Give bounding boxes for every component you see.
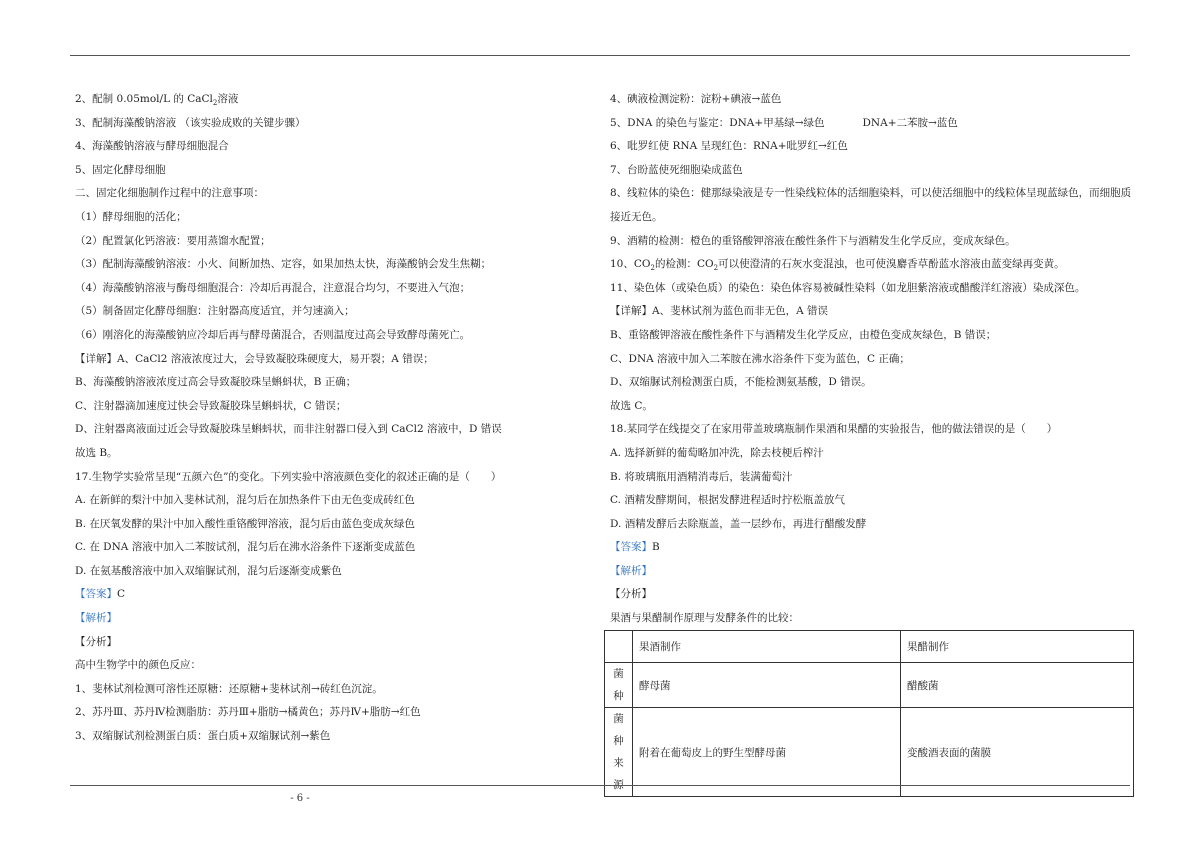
table-header: 果醋制作 bbox=[901, 631, 1134, 663]
dna-stain-a: 5、DNA 的染色与鉴定：DNA+甲基绿→绿色 bbox=[610, 116, 825, 129]
color-reaction-5 bbox=[610, 112, 1135, 136]
answer-value: B bbox=[652, 541, 660, 554]
conclusion-16: 故选 B。 bbox=[75, 446, 118, 459]
color-reaction-2: 2、苏丹Ⅲ、苏丹Ⅳ检测脂肪：苏丹Ⅲ+脂肪→橘黄色；苏丹Ⅳ+脂肪→红色 bbox=[75, 706, 421, 719]
table-cell: 菌种 bbox=[605, 663, 633, 708]
table-cell: 菌 种 来源 bbox=[605, 708, 633, 797]
table-cell: 酵母菌 bbox=[633, 663, 901, 708]
table-row bbox=[605, 708, 1134, 797]
answer-17 bbox=[75, 583, 595, 607]
table-cell bbox=[605, 631, 633, 663]
comparison-intro: 果酒与果醋制作原理与发酵条件的比较： bbox=[610, 612, 799, 625]
option-a-18: A. 选择新鲜的葡萄略加冲洗，除去枝梗后榨汁 bbox=[610, 446, 824, 459]
comparison-table bbox=[604, 630, 1134, 797]
co2-a: 10、CO bbox=[610, 258, 651, 271]
table-row bbox=[605, 663, 1134, 708]
table-cell: 变酸酒表面的菌膜 bbox=[901, 708, 1134, 797]
co2-b: 的检测：CO bbox=[654, 258, 714, 271]
option-c: C. 在 DNA 溶液中加入二苯胺试剂，混匀后在沸水浴条件下逐渐变成蓝色 bbox=[75, 541, 416, 554]
note-5: （5）制备固定化酵母细胞：注射器高度适宜，并匀速滴入； bbox=[75, 305, 355, 318]
color-reaction-9: 9、酒精的检测：橙色的重铬酸钾溶液在酸性条件下与酒精发生化学反应，变成灰绿色。 bbox=[610, 234, 1016, 247]
detail-a: 【详解】A、CaCl2 溶液浓度过大，会导致凝胶珠硬度大，易开裂；A 错误； bbox=[75, 352, 434, 365]
table-header: 果酒制作 bbox=[633, 631, 901, 663]
answer-tag: 【答案】 bbox=[610, 541, 652, 554]
option-b: B. 在厌氧发酵的果汁中加入酸性重铬酸钾溶液，混匀后由蓝色变成灰绿色 bbox=[75, 517, 415, 530]
note-4: （4）海藻酸钠溶液与酶母细胞混合：冷却后再混合，注意混合均匀，不要进入气泡； bbox=[75, 281, 471, 294]
analysis-tag: 【解析】 bbox=[75, 612, 117, 625]
color-reaction-10 bbox=[610, 253, 1135, 277]
question-17: 17.生物学实验常呈现“五颜六色”的变化。下列实验中溶液颜色变化的叙述正确的是（ ） bbox=[75, 470, 502, 483]
subscript: 2 bbox=[212, 99, 218, 108]
step-4: 4、海藻酸钠溶液与酵母细胞混合 bbox=[75, 140, 229, 153]
answer-18 bbox=[610, 536, 1135, 560]
option-c-18: C. 酒精发酵期间，根据发酵进程适时拧松瓶盖放气 bbox=[610, 494, 845, 507]
table-row bbox=[605, 631, 1134, 663]
fenxi-heading: 【分析】 bbox=[610, 588, 652, 601]
right-column bbox=[610, 88, 1135, 631]
option-a: A. 在新鲜的梨汁中加入斐林试剂，混匀后在加热条件下由无色变成砖红色 bbox=[75, 494, 415, 507]
detail-c-17: C、DNA 溶液中加入二苯胺在沸水浴条件下变为蓝色，C 正确； bbox=[610, 352, 910, 365]
co2-c: 可以使澄清的石灰水变混浊，也可使溴麝香草酚蓝水溶液由蓝变绿再变黄。 bbox=[718, 258, 1065, 271]
detail-b-17: B、重铬酸钾溶液在酸性条件下与酒精发生化学反应，由橙色变成灰绿色，B 错误； bbox=[610, 328, 997, 341]
left-column bbox=[75, 88, 595, 749]
color-reaction-6: 6、吡罗红使 RNA 呈现红色：RNA+吡罗红→红色 bbox=[610, 140, 848, 153]
color-reaction-intro: 高中生物学中的颜色反应： bbox=[75, 659, 201, 672]
subscript: 2 bbox=[650, 264, 655, 273]
color-reaction-8: 8、线粒体的染色：健那绿染液是专一性染线粒体的活细胞染料，可以使活细胞中的线粒体呈现蓝绿色，而细胞质接近无色。 bbox=[610, 187, 1132, 223]
color-reaction-3: 3、双缩脲试剂检测蛋白质：蛋白质+双缩脲试剂→紫色 bbox=[75, 730, 331, 743]
top-rule bbox=[70, 55, 1130, 56]
conclusion-17: 故选 C。 bbox=[610, 399, 653, 412]
color-reaction-4: 4、碘液检测淀粉：淀粉+碘液→蓝色 bbox=[610, 93, 782, 105]
color-reaction-7: 7、台盼蓝使死细胞染成蓝色 bbox=[610, 163, 743, 176]
answer-tag: 【答案】 bbox=[75, 588, 117, 601]
step-2-tail: 溶液 bbox=[217, 93, 239, 105]
table-cell: 醋酸菌 bbox=[901, 663, 1134, 708]
step-2-text: 2、配制 0.05mol/L 的 CaCl bbox=[75, 93, 213, 105]
detail-d: D、注射器离液面过近会导致凝胶珠呈蝌蚪状，而非注射器口侵入到 CaCl2 溶液中，D 错误 bbox=[75, 423, 502, 436]
option-d-18: D. 酒精发酵后去除瓶盖，盖一层纱布，再进行醋酸发酵 bbox=[610, 517, 867, 530]
color-reaction-1: 1、斐林试剂检测可溶性还原糖：还原糖+斐林试剂→砖红色沉淀。 bbox=[75, 682, 383, 695]
dna-stain-b: DNA+二苯胺→蓝色 bbox=[862, 116, 958, 129]
note-6: （6）刚溶化的海藻酸钠应冷却后再与酵母菌混合，否则温度过高会导致酵母菌死亡。 bbox=[75, 328, 471, 341]
detail-c: C、注射器滴加速度过快会导致凝胶珠呈蝌蚪状，C 错误； bbox=[75, 399, 347, 412]
note-2: （2）配置氯化钙溶液：要用蒸馏水配置； bbox=[75, 234, 271, 247]
subscript: 2 bbox=[713, 264, 719, 273]
note-1: （1）酵母细胞的活化； bbox=[75, 210, 187, 223]
option-b-18: B. 将玻璃瓶用酒精消毒后，装满葡萄汁 bbox=[610, 470, 793, 483]
fenxi-heading: 【分析】 bbox=[75, 635, 117, 648]
step-3: 3、配制海藻酸钠溶液 （该实验成败的关键步骤） bbox=[75, 116, 306, 129]
step-2 bbox=[75, 88, 595, 112]
analysis-tag: 【解析】 bbox=[610, 564, 652, 577]
page-number: - 6 - bbox=[290, 793, 310, 804]
answer-value: C bbox=[117, 588, 126, 601]
option-d: D. 在氨基酸溶液中加入双缩脲试剂，混匀后逐渐变成紫色 bbox=[75, 564, 342, 577]
detail-a-17: 【详解】A、斐林试剂为蓝色而非无色，A 错误 bbox=[610, 305, 829, 318]
step-5: 5、固定化酵母细胞 bbox=[75, 163, 166, 176]
bottom-rule bbox=[70, 785, 1130, 786]
note-3: （3）配制海藻酸钠溶液：小火、间断加热、定容，如果加热太快，海藻酸钠会发生焦糊； bbox=[75, 258, 492, 271]
color-reaction-11: 11、染色体（或染色质）的染色：染色体容易被碱性染料（如龙胆紫溶液或醋酸洋红溶液）染成深色。 bbox=[610, 281, 1086, 294]
table-cell: 附着在葡萄皮上的野生型酵母菌 bbox=[633, 708, 901, 797]
section-heading: 二、固定化细胞制作过程中的注意事项： bbox=[75, 187, 264, 200]
question-18: 18.某同学在线提交了在家用带盖玻璃瓶制作果酒和果醋的实验报告，他的做法错误的是（ ） bbox=[610, 423, 1058, 436]
detail-d-17: D、双缩脲试剂检测蛋白质，不能检测氨基酸，D 错误。 bbox=[610, 376, 872, 389]
detail-b: B、海藻酸钠溶液浓度过高会导致凝胶珠呈蝌蚪状，B 正确； bbox=[75, 376, 357, 389]
